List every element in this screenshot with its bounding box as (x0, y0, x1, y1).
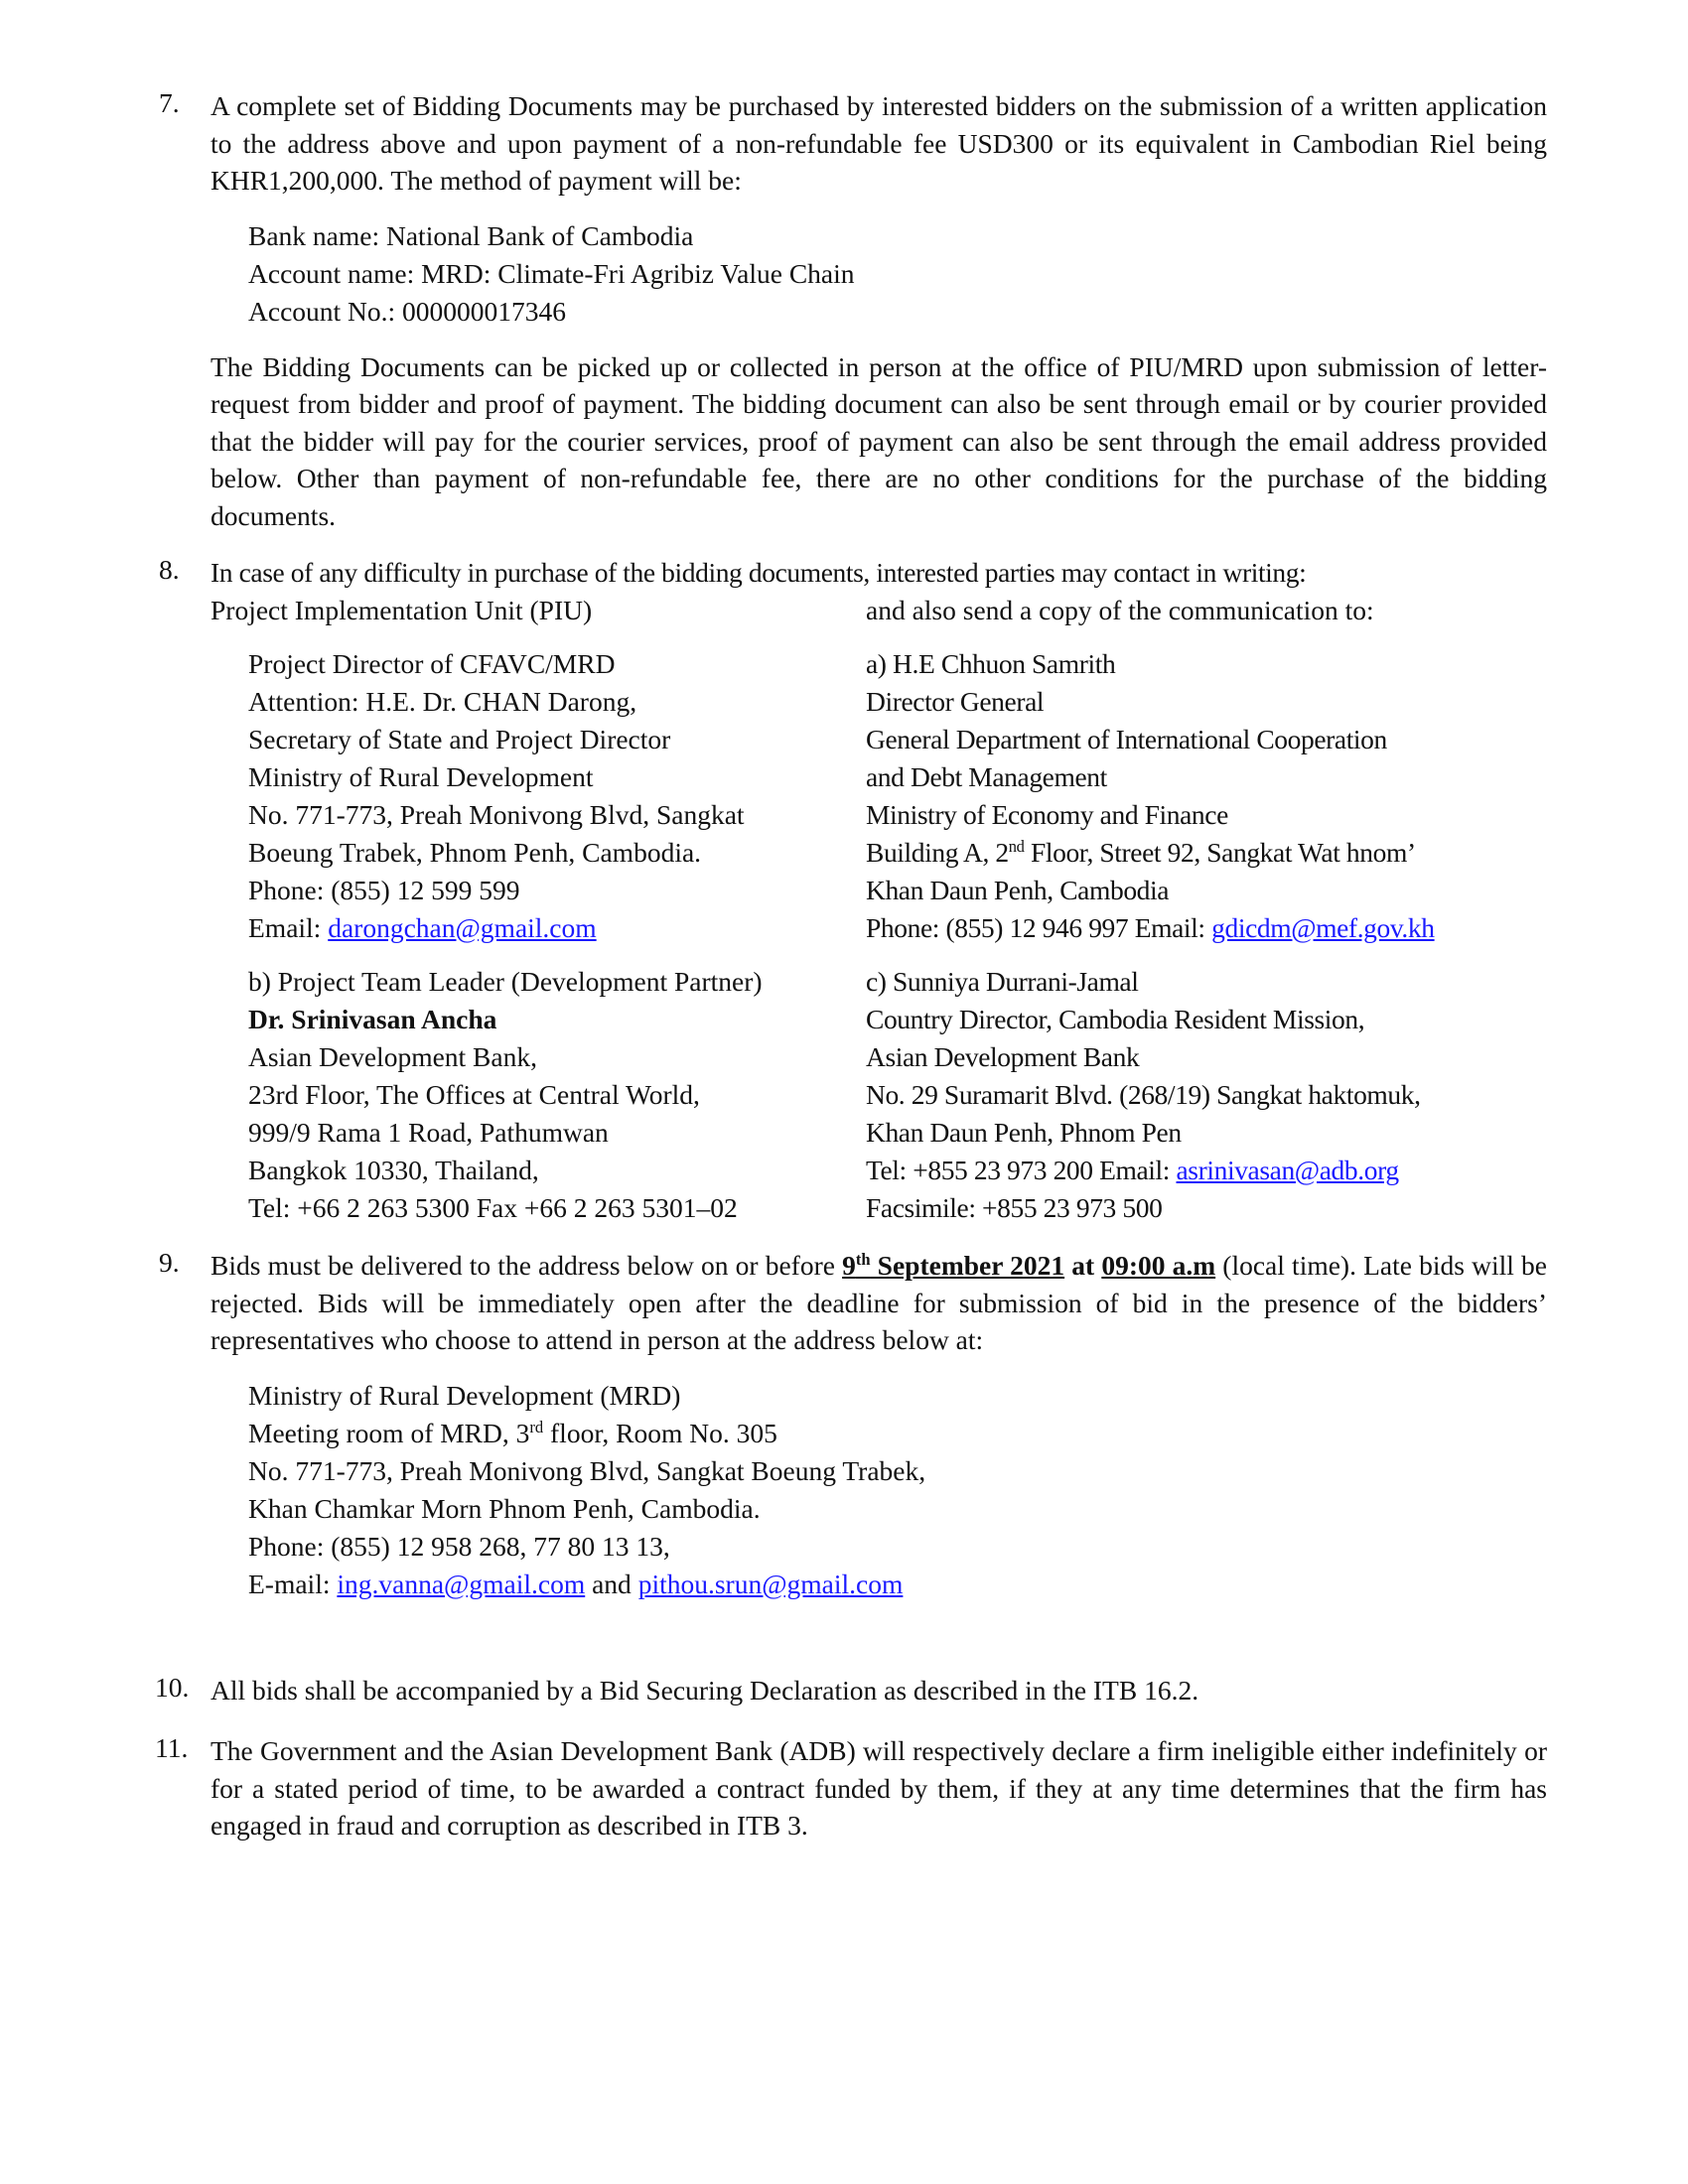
email-link-pithou-srun[interactable]: pithou.srun@gmail.com (637, 1568, 904, 1599)
piu-contact: Project Director of CFAVC/MRD Attention: H.E. Dr. CHAN Darong, Secretary of State and Project Director Ministry of Rural Development No. 771-773, Preah Monivong Blvd, Sangkat Boeung Trabek, Phnom Penh, Cambodia. Phone: (855) 12 599 599 Email: darongchan@gmail.com (248, 648, 745, 943)
clause-number: 11. (155, 1732, 189, 1763)
clause-7 (159, 87, 1549, 534)
payment-details (211, 217, 1547, 331)
clause-10-text: All bids shall be accompanied by a Bid Securing Declaration as described in the ITB 16.2. (211, 1675, 1199, 1706)
account-number: Account No.: 000000017346 (248, 295, 567, 327)
clause-number: 7. (159, 87, 180, 118)
contact-b-name: Dr. Srinivasan Ancha (248, 1004, 497, 1034)
deadline-time: 09:00 a.m (1101, 1250, 1216, 1281)
account-name: Account name: MRD: Climate-Fri Agribiz Value Chain (248, 257, 855, 289)
clause-7-intro: A complete set of Bidding Documents may be purchased by interested bidders on the submission of a written application to the address above and upon payment of a non-refundable fee USD300 or its equivalent in Cambodian Riel being KHR1,200,000. The method of payment will be: (211, 90, 1547, 196)
email-link-darongchan[interactable]: darongchan@gmail.com (328, 912, 597, 943)
clause-8-intro: In case of any difficulty in purchase of the bidding documents, interested parties may contact in writing: (211, 557, 1307, 588)
clause-number: 8. (159, 554, 180, 585)
email-link-ing-vanna[interactable]: ing.vanna@gmail.com (337, 1568, 586, 1599)
clause-number: 10. (155, 1672, 190, 1703)
clause-11 (155, 1732, 1549, 1844)
clause-9-text: Bids must be delivered to the address below on or before 9th September 2021 at 09:00 a.m (local time). Late bids will be rejected. Bids will be immediately open after the deadline for submission of bid in the presence of the bidders’ representatives who choose to attend in person at the address below at: (211, 1249, 1547, 1355)
contact-c: c) Sunniya Durrani-Jamal Country Director, Cambodia Resident Mission, Asian Development Bank No. 29 Suramarit Blvd. (268/19) Sangkat haktomuk, Khan Daun Penh, Phnom Pen Tel: +855 23 973 200 Email: asrinivasan@adb.org Facsimile: +855 23 973 500 (866, 966, 1421, 1223)
bank-name: Bank name: National Bank of Cambodia (248, 219, 694, 251)
clause-7-pickup: The Bidding Documents can be picked up or collected in person at the office of PIU/MRD upon submission of letter-request from bidder and proof of payment. The bidding document can also be sent through email or by courier provided that the bidder will pay for the courier services, proof of payment can also be sent through the email address provided below. Other than payment of non-refundable fee, there are no other conditions for the purchase of the bidding documents. (211, 350, 1547, 531)
clause-10 (155, 1672, 1549, 1709)
email-link-gdicdm[interactable]: gdicdm@mef.gov.kh (1211, 912, 1435, 943)
clause-number: 9. (159, 1247, 180, 1278)
submission-address: Ministry of Rural Development (MRD) Meeting room of MRD, 3rd floor, Room No. 305 No. 771-773, Preah Monivong Blvd, Sangkat Boeung Trabek, Khan Chamkar Morn Phnom Penh, Cambodia. Phone: (855) 12 958 268, 77 80 13 13, E-mail: ing.vanna@gmail.com and pithou.srun@gmail.com (248, 1379, 926, 1599)
clause-9 (159, 1247, 1549, 1603)
copy-heading: and also send a copy of the communication to: (866, 595, 1374, 625)
email-link-asrinivasan[interactable]: asrinivasan@adb.org (1176, 1155, 1399, 1185)
contact-a: a) H.E Chhuon Samrith Director General General Department of International Cooperation and Debt Management Ministry of Economy and Finance Building A, 2nd Floor, Street 92, Sangkat Wat hnom’ Khan Daun Penh, Cambodia Phone: (855) 12 946 997 Email: gdicdm@mef.gov.kh (866, 648, 1435, 943)
clause-11-text: The Government and the Asian Development Bank (ADB) will respectively declare a firm ineligible either indefinitely or for a stated period of time, to be awarded a contract funded by them, if they at any time determines that the firm has engaged in fraud and corruption as described in ITB 3. (211, 1735, 1547, 1841)
contact-b: b) Project Team Leader (Development Partner) Dr. Srinivasan Ancha Asian Development Bank, 23rd Floor, The Offices at Central World, 999/9 Rama 1 Road, Pathumwan Bangkok 10330, Thailand, Tel: +66 2 263 5300 Fax +66 2 263 5301–02 (248, 966, 763, 1223)
deadline-date: 9th September 2021 (842, 1249, 1065, 1281)
clause-8 (159, 554, 1549, 1227)
piu-heading: Project Implementation Unit (PIU) (211, 595, 593, 625)
